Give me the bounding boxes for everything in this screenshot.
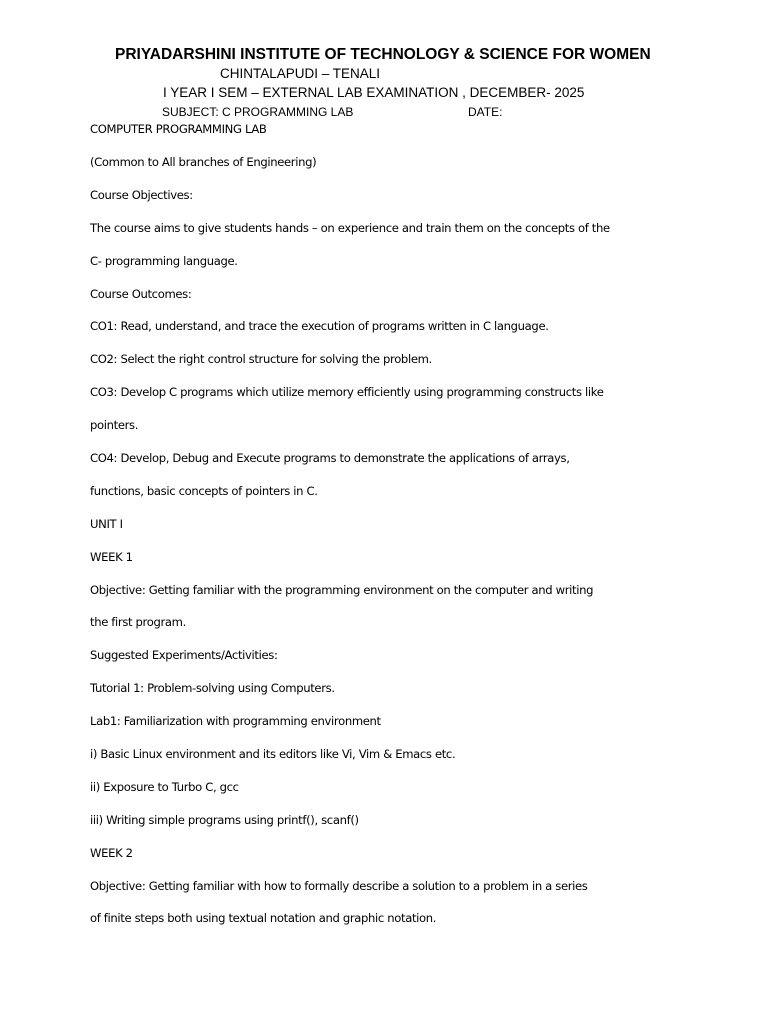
institute-location: CHINTALAPUDI – TENALI: [220, 66, 381, 81]
institute-title: PRIYADARSHINI INSTITUTE OF TECHNOLOGY & SCIENCE FOR WOMEN: [115, 46, 651, 63]
activity-line: iii) Writing simple programs using printf(), scanf(): [90, 813, 359, 827]
outcome-line: CO1: Read, understand, and trace the execution of programs written in C language.: [90, 319, 549, 333]
week-heading: WEEK 2: [90, 846, 133, 860]
activity-line: Tutorial 1: Problem-solving using Computers.: [90, 681, 335, 695]
objective-line: the first program.: [90, 615, 186, 629]
objective-line: of finite steps both using textual notation and graphic notation.: [90, 911, 437, 925]
outcome-line: CO4: Develop, Debug and Execute programs to demonstrate the applications of arrays,: [90, 451, 570, 465]
activity-line: i) Basic Linux environment and its editors like Vi, Vim & Emacs etc.: [90, 747, 456, 761]
unit-heading: UNIT I: [90, 517, 123, 531]
lab-title: COMPUTER PROGRAMMING LAB: [90, 122, 267, 136]
objective-line: Objective: Getting familiar with the programming environment on the computer and writing: [90, 583, 594, 597]
paragraph-line: The course aims to give students hands – on experience and train them on the concepts of the: [90, 221, 610, 235]
subject-label: SUBJECT: C PROGRAMMING LAB: [162, 105, 354, 119]
week-heading: WEEK 1: [90, 550, 133, 564]
objective-line: Objective: Getting familiar with how to formally describe a solution to a problem in a series: [90, 879, 588, 893]
outcome-line: CO3: Develop C programs which utilize memory efficiently using programming constructs like: [90, 385, 604, 399]
outcome-line: functions, basic concepts of pointers in C.: [90, 484, 318, 498]
section-heading-experiments: Suggested Experiments/Activities:: [90, 648, 278, 662]
section-heading-outcomes: Course Outcomes:: [90, 287, 192, 301]
section-heading-objectives: Course Objectives:: [90, 188, 193, 202]
exam-title: I YEAR I SEM – EXTERNAL LAB EXAMINATION , DECEMBER- 2025: [163, 85, 585, 100]
activity-line: ii) Exposure to Turbo C, gcc: [90, 780, 239, 794]
common-note: (Common to All branches of Engineering): [90, 155, 317, 169]
outcome-line: CO2: Select the right control structure for solving the problem.: [90, 352, 432, 366]
activity-line: Lab1: Familiarization with programming environment: [90, 714, 381, 728]
date-label: DATE:: [468, 105, 503, 119]
outcome-line: pointers.: [90, 418, 139, 432]
paragraph-line: C- programming language.: [90, 254, 238, 268]
